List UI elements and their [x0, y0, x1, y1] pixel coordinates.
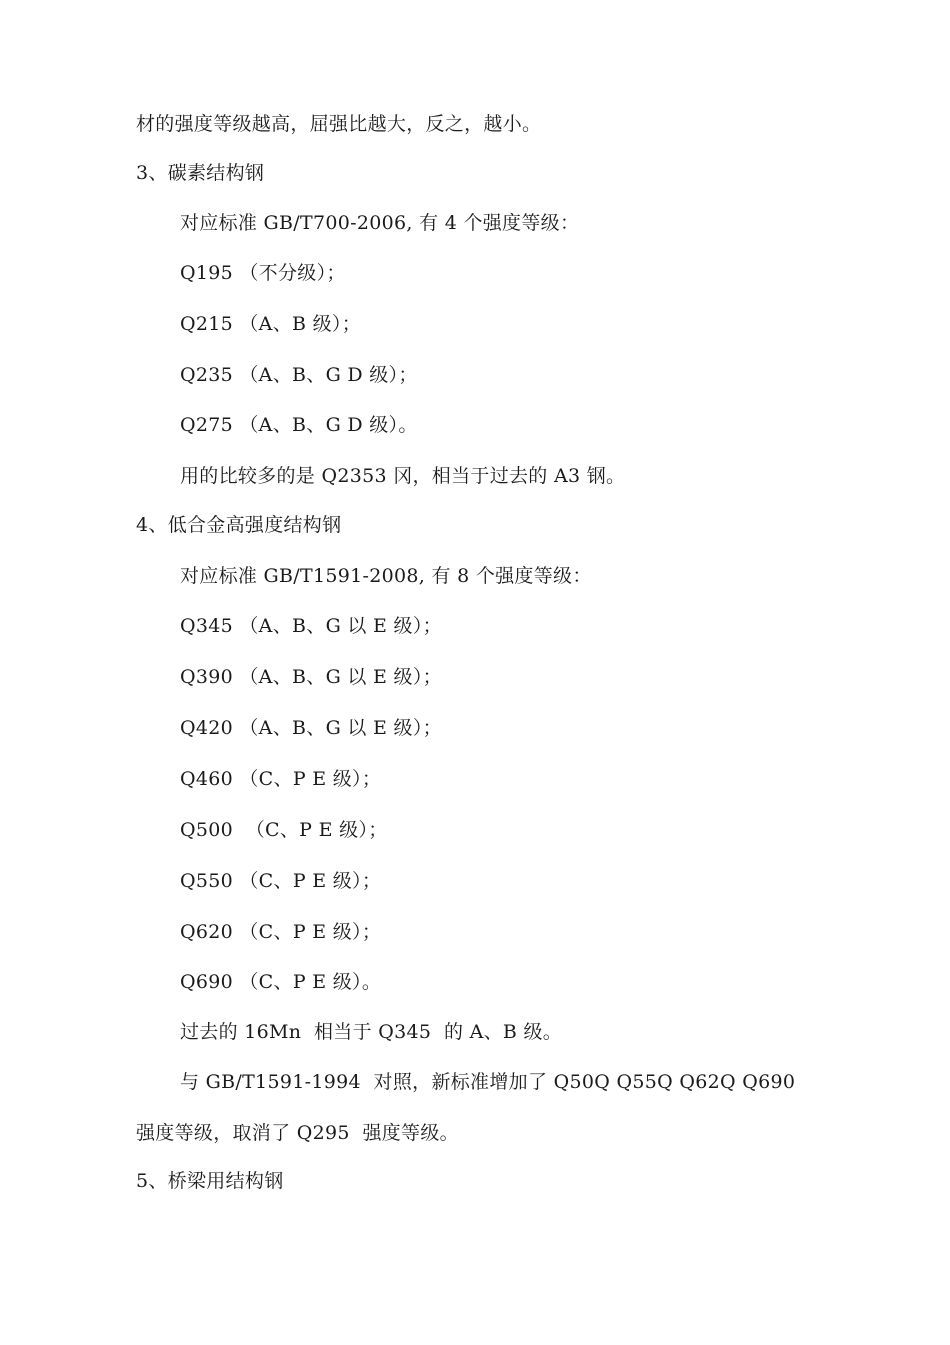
- grade-item: Q690 （C、P E 级）。: [180, 971, 382, 993]
- grade-item: Q235 （A、B、G D 级）；: [180, 364, 418, 386]
- paragraph-continuation: 材的强度等级越高，屈强比越大，反之，越小。: [136, 113, 542, 135]
- note-line: 过去的 16Mn 相当于 Q345 的 A、B 级。: [180, 1021, 563, 1043]
- grade-item: Q500 （C、P E 级）；: [180, 819, 388, 841]
- note-line: 与 GB/T1591-1994 对照，新标准增加了 Q50Q Q55Q Q62Q Q690: [180, 1071, 796, 1093]
- section-heading-low-alloy-steel: 4、低合金高强度结构钢: [136, 514, 342, 536]
- grade-item: Q420 （A、B、G 以 E 级）；: [180, 717, 442, 739]
- note-line: 用的比较多的是 Q2353 冈，相当于过去的 A3 钢。: [180, 465, 626, 487]
- grade-item: Q275 （A、B、G D 级）。: [180, 414, 418, 436]
- grade-item: Q550 （C、P E 级）；: [180, 870, 382, 892]
- note-line-continuation: 强度等级，取消了 Q295 强度等级。: [136, 1122, 459, 1144]
- grade-item: Q460 （C、P E 级）；: [180, 768, 382, 790]
- grade-item: Q195 （不分级）；: [180, 262, 346, 284]
- grade-item: Q620 （C、P E 级）；: [180, 921, 382, 943]
- standard-line: 对应标准 GB/T1591-2008, 有 8 个强度等级：: [180, 565, 592, 587]
- standard-line: 对应标准 GB/T700-2006, 有 4 个强度等级：: [180, 212, 580, 234]
- section-heading-bridge-steel: 5、桥梁用结构钢: [136, 1170, 284, 1192]
- grade-item: Q390 （A、B、G 以 E 级）；: [180, 666, 442, 688]
- section-heading-carbon-steel: 3、碳素结构钢: [136, 162, 265, 184]
- grade-item: Q345 （A、B、G 以 E 级）；: [180, 615, 442, 637]
- grade-item: Q215 （A、B 级）；: [180, 313, 362, 335]
